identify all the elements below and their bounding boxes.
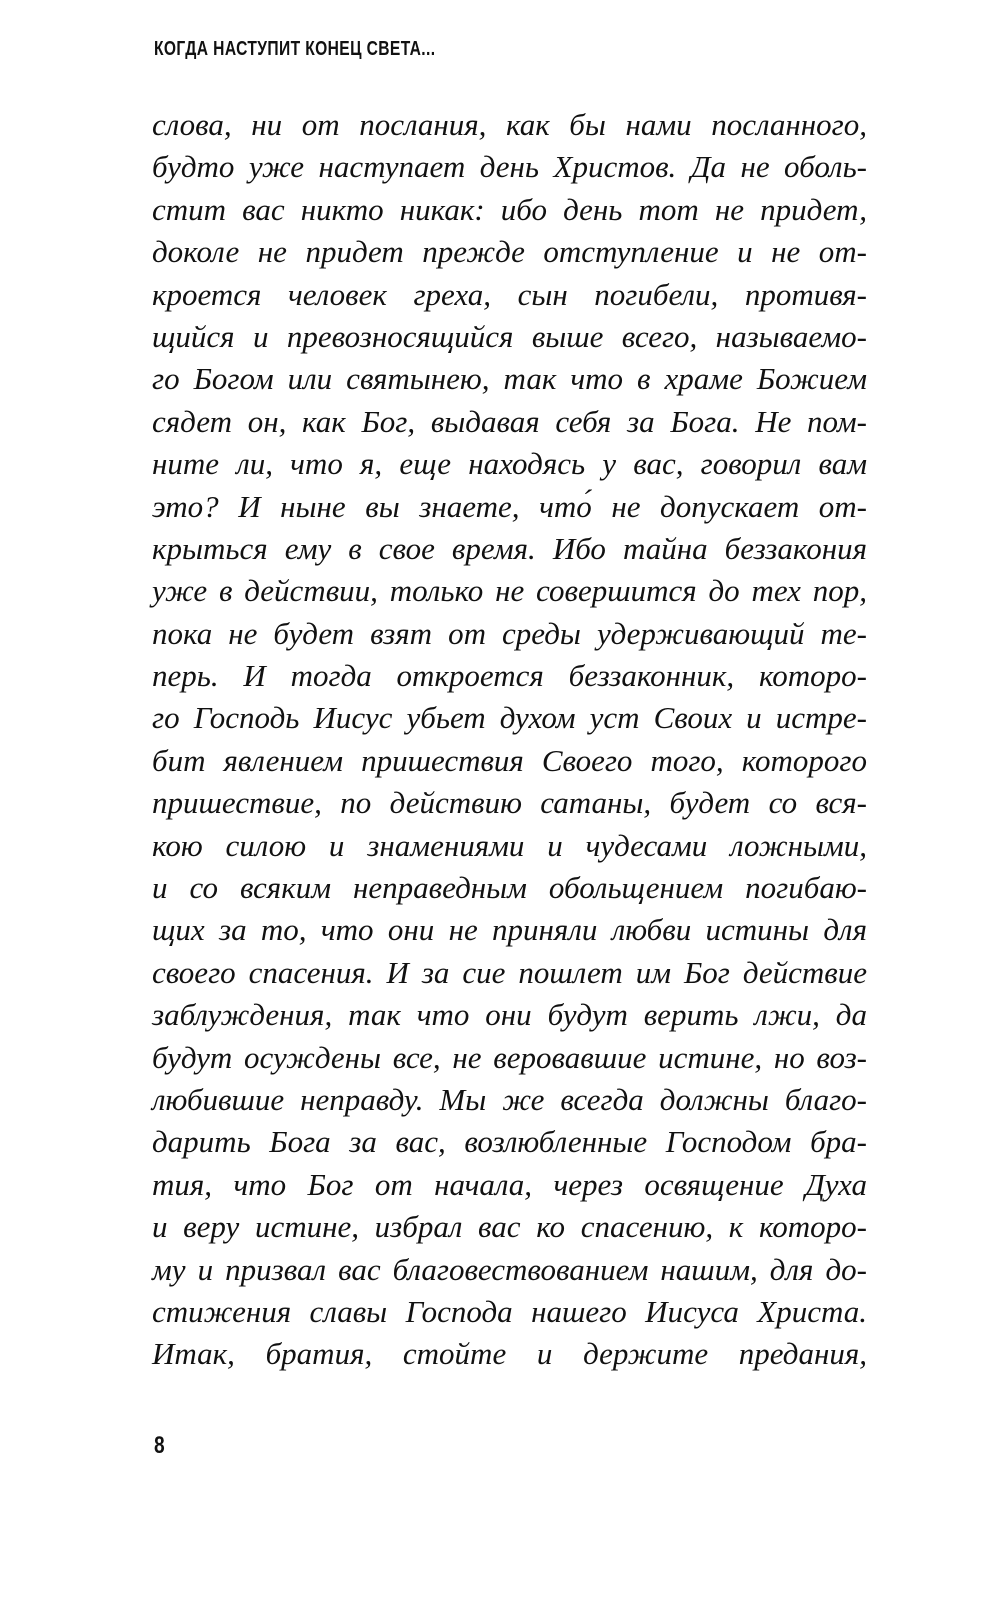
text-line: тия, что Бог от начала, через освящение Духа bbox=[152, 1166, 867, 1202]
text-line: слова, ни от послания, как бы нами посланного, bbox=[152, 107, 867, 142]
text-line: будут осуждены все, не веровавшие истине, но воз- bbox=[152, 1039, 867, 1075]
text-line: заблуждения, так что они будут верить лжи, да bbox=[152, 997, 867, 1033]
text-line: и со всяким неправедным обольщением погибаю- bbox=[152, 870, 867, 906]
text-line: доколе не придет прежде отступление и не от- bbox=[152, 234, 867, 270]
text-line: му и призвал вас благовествованием нашим, для до- bbox=[152, 1251, 867, 1287]
text-line: го Богом или святынею, так что в храме Божием bbox=[152, 361, 867, 397]
text-line: пока не будет взят от среды удерживающий те- bbox=[152, 615, 867, 651]
text-line: ните ли, что я, еще находясь у вас, говорил вам bbox=[152, 446, 867, 482]
text-line: пришествие, по действию сатаны, будет со вся- bbox=[152, 785, 867, 821]
text-line: это? И ныне вы знаете, что́ не допускает от- bbox=[152, 488, 867, 524]
running-header: КОГДА НАСТУПИТ КОНЕЦ СВЕТА... bbox=[154, 38, 436, 60]
page-number: 8 bbox=[154, 1432, 165, 1459]
text-line: бит явлением пришествия Своего того, которого bbox=[152, 742, 867, 778]
text-line: крыться ему в свое время. Ибо тайна беззакония bbox=[152, 530, 867, 566]
text-line: щих за то, что они не приняли любви истины для bbox=[152, 912, 867, 948]
text-line: сядет он, как Бог, выдавая себя за Бога. Не пом- bbox=[152, 403, 867, 439]
text-line: кроется человек греха, сын погибели, противя- bbox=[152, 276, 867, 312]
text-line: уже в действии, только не совершится до тех пор, bbox=[152, 573, 867, 609]
text-line: кою силою и знамениями и чудесами ложными, bbox=[152, 827, 867, 863]
text-line: и веру истине, избрал вас ко спасению, к которо- bbox=[152, 1209, 867, 1245]
text-line: любившие неправду. Мы же всегда должны благо- bbox=[152, 1081, 867, 1117]
text-line: перь. И тогда откроется беззаконник, которо- bbox=[152, 658, 867, 694]
text-line: дарить Бога за вас, возлюбленные Господом бра- bbox=[152, 1124, 867, 1160]
text-line: своего спасения. И за сие пошлет им Бог действие bbox=[152, 954, 867, 990]
text-line: будто уже наступает день Христов. Да не оболь- bbox=[152, 149, 867, 185]
text-line: го Господь Иисус убьет духом уст Своих и истре- bbox=[152, 700, 867, 736]
text-line: щийся и превозносящийся выше всего, называемо- bbox=[152, 318, 867, 354]
text-line: Итак, братия, стойте и держите предания, bbox=[152, 1336, 867, 1372]
text-line: стижения славы Господа нашего Иисуса Христа. bbox=[152, 1293, 867, 1329]
body-text bbox=[152, 104, 867, 1376]
text-line: стит вас никто никак: ибо день тот не придет, bbox=[152, 191, 867, 227]
